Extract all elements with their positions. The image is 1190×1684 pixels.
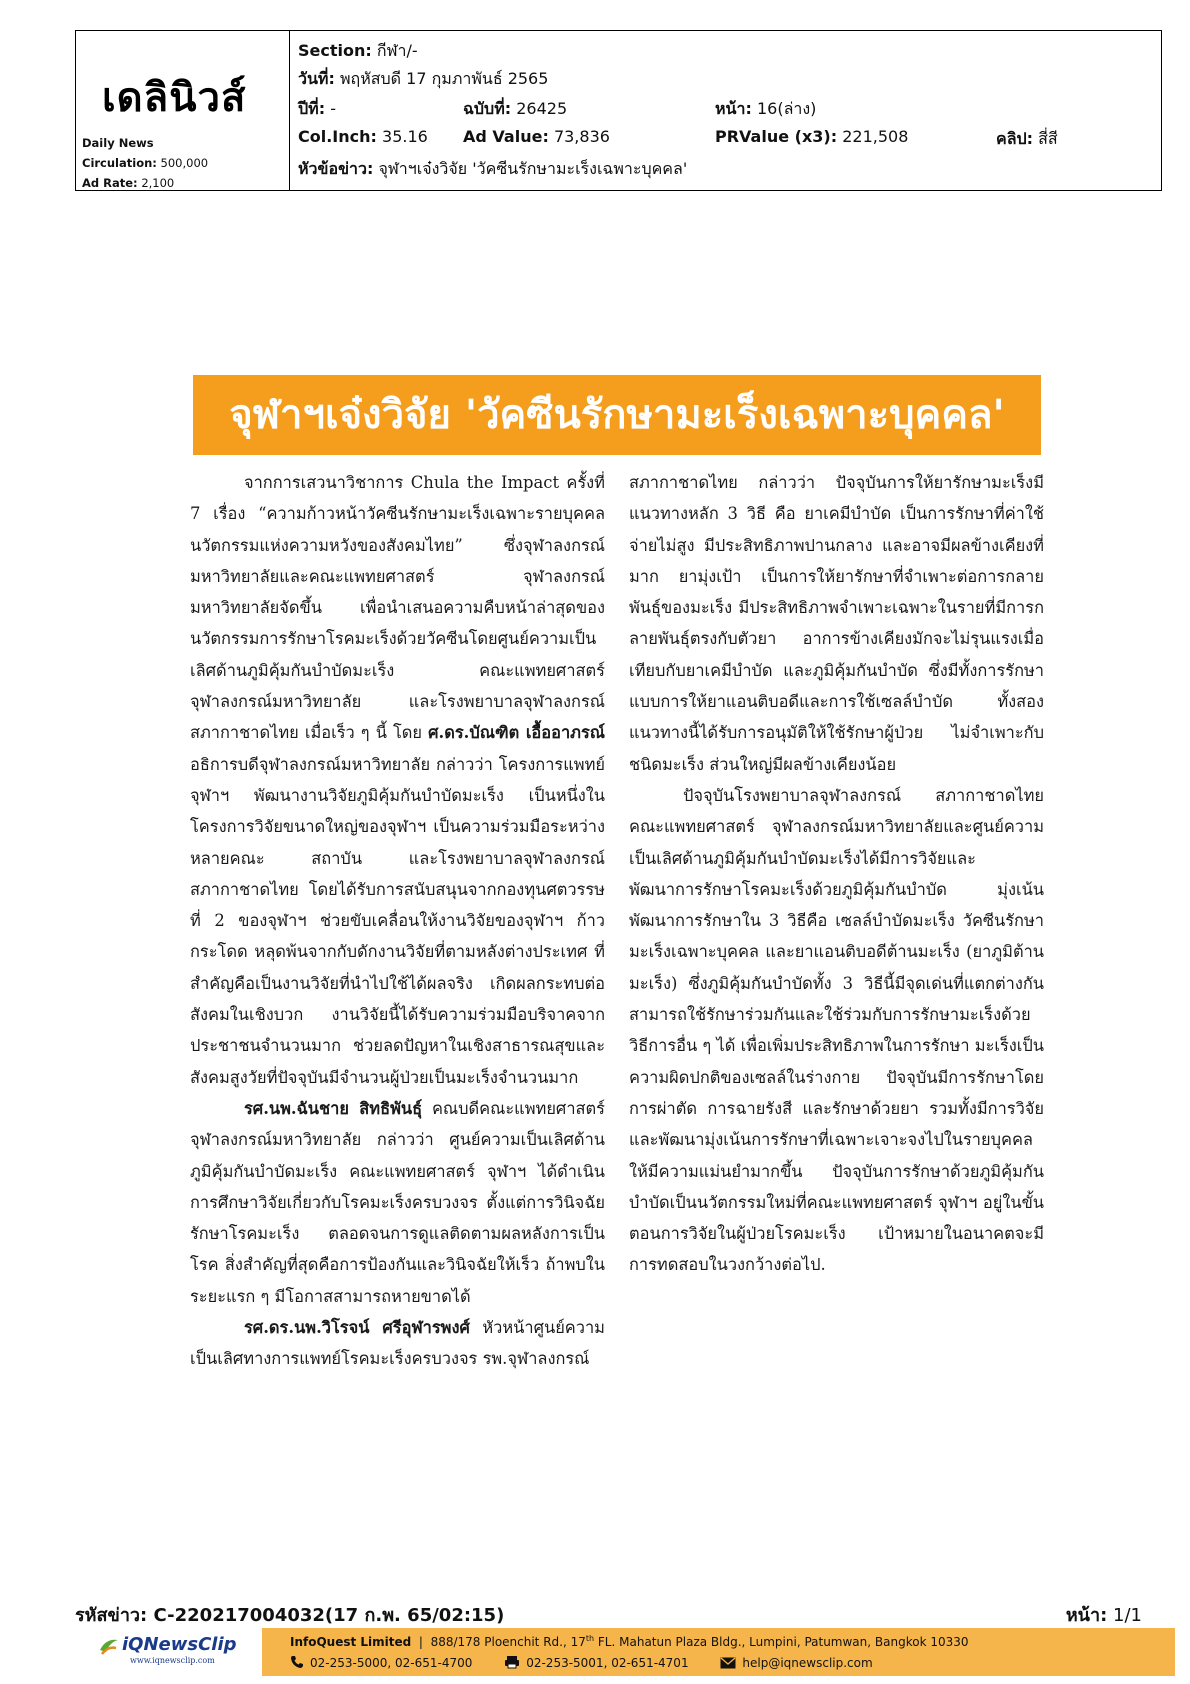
iq-swoosh-icon [98, 1636, 120, 1656]
paragraph: สภากาชาดไทย กล่าวว่า ปัจจุบันการให้ยารักษามะเร็งมีแนวทางหลัก 3 วิธี คือ ยาเคมีบำบัด เป็นการรักษาที่ค่าใช้จ่ายไม่สูง มีประสิทธิภาพปานกลาง และอาจมีผลข้างเคียงที่มาก ยามุ่งเป้า เป็นการให้ยารักษาที่จำเพาะต่อการกลายพันธุ์ของมะเร็ง มีประสิทธิภาพจำเพาะเฉพาะในรายที่มีการกลายพันธุ์ตรงกับตัวยา อาการข้างเคียงมักจะไม่รุนแรงเมื่อเทียบกับยาเคมีบำบัด และภูมิคุ้มกันบำบัด ซึ่งมีทั้งการรักษาแบบการให้ยาแอนติบอดีและการใช้เซลล์บำบัด ทั้งสองแนวทางนี้ได้รับการอนุมัติให้ใช้รักษาผู้ป่วย ไม่จำเพาะกับชนิดมะเร็ง ส่วนใหญ่มีผลข้างเคียงน้อย [629, 473, 1044, 774]
ad-rate-value: 2,100 [141, 176, 175, 190]
person-name: รศ.ดร.นพ.วิโรจน์ ศรีอุฬารพงศ์ [244, 1318, 470, 1338]
page-number-label: หน้า: [1065, 1605, 1108, 1626]
ad-rate-label: Ad Rate: [82, 176, 138, 190]
fax-item [504, 1655, 688, 1670]
clip-metadata [290, 31, 1161, 190]
advalue-value: 73,836 [553, 127, 610, 146]
company-address: InfoQuest Limited | 888/178 Ploenchit Rd., 17th FL. Mahatun Plaza Bldg., Lumpini, Patumwan, Bangkok 10330 [290, 1634, 969, 1649]
dailynews-logo: เดลินิวส์ [102, 75, 247, 121]
iqnewsclip-logo [96, 1632, 256, 1672]
prvalue-row [715, 127, 908, 146]
date-label: วันที่: [298, 69, 335, 88]
paragraph-text: อธิการบดีจุฬาลงกรณ์มหาวิทยาลัย กล่าวว่า โครงการแพทย์จุฬาฯ พัฒนางานวิจัยภูมิคุ้มกันบำบัดมะเร็ง เป็นหนึ่งในโครงการวิจัยขนาดใหญ่ของจุฬาฯ เป็นความร่วมมือระหว่างหลายคณะ สถาบัน และโรงพยาบาลจุฬาลงกรณ์ สภากาชาดไทย โดยได้รับการสนับสนุนจากกองทุนศตวรรษที่ 2 ของจุฬาฯ ช่วยขับเคลื่อนให้งานวิจัยของจุฬาฯ ก้าวกระโดด หลุดพ้นจากกับดักงานวิจัยที่ตามหลังต่างประเทศ ที่สำคัญคือเป็นงานวิจัยที่นำไปใช้ได้ผลจริง เกิดผลกระทบต่อสังคมในเชิงบวก งานวิจัยนี้ได้รับความร่วมมือบริจาคจากประชาชนจำนวนมาก ช่วยลดปัญหาในเชิงสาธารณสุขและสังคมสูงวัยที่ปัจจุบันมีจำนวนผู้ป่วยเป็นมะเร็งจำนวนมาก [190, 754, 605, 1087]
article-column-right [629, 467, 1044, 1281]
company-name: InfoQuest Limited [290, 1635, 412, 1649]
paragraph-text: หัวหน้าศูนย์ความเป็นเลิศทางการแพทย์โรคมะเร็งครบวงจร รพ.จุฬาลงกรณ์ [190, 1318, 605, 1369]
issue-label: ฉบับที่: [463, 99, 512, 118]
issue-value: 26425 [516, 99, 568, 118]
brand-url: www.iqnewsclip.com [130, 1656, 215, 1665]
advalue-row [463, 127, 610, 146]
fax-icon [504, 1655, 520, 1669]
page-value: 16(ล่าง) [756, 99, 817, 118]
email-address[interactable]: help@iqnewsclip.com [742, 1656, 873, 1670]
phone-icon [290, 1655, 304, 1669]
address-sup: th [585, 1634, 595, 1643]
person-name: รศ.นพ.ฉันชาย สิทธิพันธุ์ [244, 1098, 423, 1118]
prvalue-value: 221,508 [842, 127, 909, 146]
fax-numbers: 02-253-5001, 02-651-4701 [526, 1656, 689, 1670]
circulation-label: Circulation: [82, 156, 157, 170]
paragraph-text: คณบดีคณะแพทยศาสตร์ จุฬาลงกรณ์มหาวิทยาลัย กล่าวว่า ศูนย์ความเป็นเลิศด้านภูมิคุ้มกันบำบัดมะเร็ง คณะแพทยศาสตร์ จุฬาฯ ได้ดำเนินการศึกษาวิจัยเกี่ยวกับโรคมะเร็งครบวงจร ตั้งแต่การวินิจฉัย รักษาโรคมะเร็ง ตลอดจนการดูแลติดตามผลหลังการเป็นโรค สิ่งสำคัญที่สุดคือการป้องกันและวินิจฉัยให้เร็ว ถ้าพบในระยะแรก ๆ มีโอกาสสามารถหายขาดได้ [190, 1098, 605, 1306]
circulation-value: 500,000 [160, 156, 209, 170]
email-icon [720, 1657, 736, 1669]
paragraph [190, 1312, 605, 1375]
person-name: ศ.ดร.บัณฑิต เอื้ออาภรณ์ [428, 723, 605, 743]
news-code-value: C-220217004032(17 ก.พ. 65/02:15) [153, 1605, 505, 1626]
paragraph-text: จากการเสวนาวิชาการ Chula the Impact ครั้งที่ 7 เรื่อง “ความก้าวหน้าวัคซีนรักษามะเร็งเฉพาะรายบุคคล นวัตกรรมแห่งความหวังของสังคมไทย” ซึ่งจุฬาลงกรณ์มหาวิทยาลัยและคณะแพทยศาสตร์ จุฬาลงกรณ์มหาวิทยาลัยจัดขึ้น เพื่อนำเสนอความคืบหน้าล่าสุดของนวัตกรรมการรักษาโรคมะเร็งด้วยวัคซีนโดยศูนย์ความเป็นเลิศด้านภูมิคุ้มกันบำบัดมะเร็ง คณะแพทยศาสตร์ จุฬาลงกรณ์มหาวิทยาลัย และโรงพยาบาลจุฬาลงกรณ์ สภากาชาดไทย เมื่อเร็ว ๆ นี้ โดย [190, 473, 605, 743]
paragraph [190, 467, 605, 1093]
colinch-value: 35.16 [382, 127, 428, 146]
clip-label: คลิป: [996, 129, 1034, 148]
news-code [75, 1600, 504, 1629]
publication-name: Daily News [82, 136, 154, 150]
phone-item [290, 1655, 472, 1670]
topic-row [298, 157, 687, 182]
colinch-label: Col.Inch: [298, 127, 377, 146]
clip-header-box [75, 30, 1162, 191]
issue-row [463, 97, 567, 122]
page-row [715, 97, 816, 122]
topic-value: จุฬาฯเจ๋งวิจัย 'วัคซีนรักษามะเร็งเฉพาะบุคคล' [378, 159, 688, 178]
paragraph: ปัจจุบันโรงพยาบาลจุฬาลงกรณ์ สภากาชาดไทย คณะแพทยศาสตร์ จุฬาลงกรณ์มหาวิทยาลัยและศูนย์ความเป็นเลิศด้านภูมิคุ้มกันบำบัดมะเร็งได้มีการวิจัยและพัฒนาการรักษาโรคมะเร็งด้วยภูมิคุ้มกันบำบัด มุ่งเน้นพัฒนาการรักษาใน 3 วิธีคือ เซลล์บำบัดมะเร็ง วัคซีนรักษามะเร็งเฉพาะบุคคล และยาแอนติบอดีต้านมะเร็ง (ยาภูมิต้านมะเร็ง) ซึ่งภูมิคุ้มกันบำบัดทั้ง 3 วิธีนี้มีจุดเด่นที่แตกต่างกัน สามารถใช้รักษาร่วมกันและใช้ร่วมกับการรักษามะเร็งด้วยวิธีการอื่น ๆ ได้ เพื่อเพิ่มประสิทธิภาพในการรักษา มะเร็งเป็นความผิดปกติของเซลล์ในร่างกาย ปัจจุบันมีการรักษาโดยการผ่าตัด การฉายรังสี และรักษาด้วยยา รวมทั้งมีการวิจัยและพัฒนามุ่งเน้นการรักษาที่เฉพาะเจาะจงไปในรายบุคคลให้มีความแม่นยำมากขึ้น ปัจจุบันการรักษาด้วยภูมิคุ้มกันบำบัดเป็นนวัตกรรมใหม่ที่คณะแพทยศาสตร์ จุฬาฯ อยู่ในขั้นตอนการวิจัยในผู้ป่วยโรคมะเร็ง เป้าหมายในอนาคตจะมีการทดสอบในวงกว้างต่อไป. [629, 785, 1044, 1275]
contact-row [290, 1655, 901, 1670]
brand-name: iQNewsClip [122, 1634, 237, 1655]
date-value: พฤหัสบดี 17 กุมภาพันธ์ 2565 [339, 69, 549, 88]
page-label: หน้า: [715, 99, 752, 118]
page-number-value: 1/1 [1113, 1605, 1142, 1626]
clip-row [996, 127, 1058, 152]
page-number [1066, 1600, 1142, 1629]
year-value: - [330, 99, 336, 118]
section-row [298, 39, 418, 64]
topic-label: หัวข้อข่าว: [298, 159, 374, 178]
address-part: 888/178 Ploenchit Rd., 17 [430, 1635, 586, 1649]
prvalue-label: PRValue (x3): [715, 127, 838, 146]
colinch-row [298, 127, 428, 146]
publication-panel [76, 31, 290, 190]
phone-numbers: 02-253-5000, 02-651-4700 [310, 1656, 473, 1670]
contact-bar [262, 1628, 1175, 1676]
clip-value: สี่สี [1038, 129, 1058, 148]
article-headline: จุฬาฯเจ๋งวิจัย 'วัคซีนรักษามะเร็งเฉพาะบุคคล' [193, 375, 1041, 455]
year-row [298, 97, 336, 122]
news-code-label: รหัสข่าว: [75, 1605, 148, 1626]
year-label: ปีที่: [298, 99, 326, 118]
section-label: Section: [298, 41, 372, 60]
address-part: FL. Mahatun Plaza Bldg., Lumpini, Patumwan, Bangkok 10330 [594, 1635, 969, 1649]
email-item [720, 1656, 872, 1670]
date-row [298, 67, 548, 92]
paragraph [190, 1093, 605, 1312]
advalue-label: Ad Value: [463, 127, 549, 146]
publication-info [82, 133, 208, 193]
article-column-left [190, 467, 605, 1375]
section-value: กีฬา/- [376, 41, 418, 60]
